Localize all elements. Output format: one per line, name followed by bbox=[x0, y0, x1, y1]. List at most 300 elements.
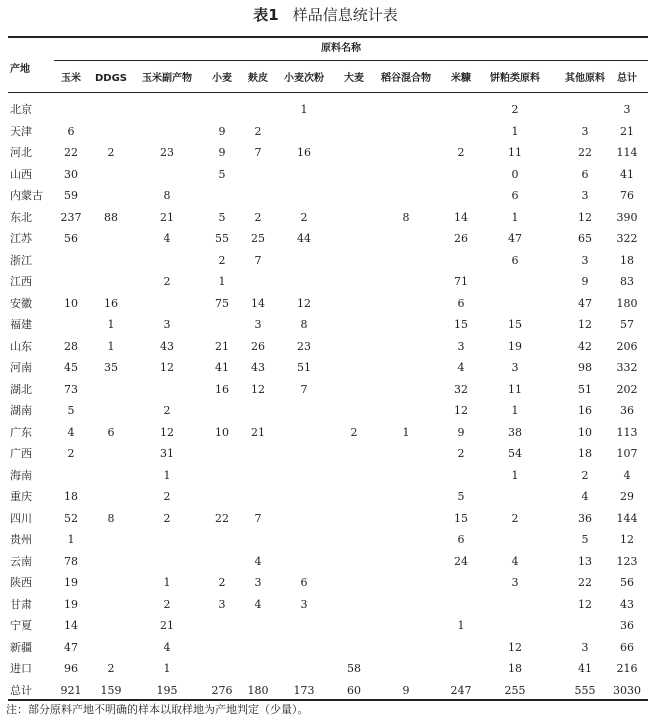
row-region: 四川 bbox=[10, 511, 32, 525]
table-cell bbox=[436, 251, 486, 271]
table-cell bbox=[279, 466, 329, 486]
table-cell bbox=[381, 487, 431, 507]
table-cell: 5 bbox=[67, 404, 75, 417]
table-cell: 3030 bbox=[613, 683, 641, 697]
table-cell bbox=[329, 143, 379, 163]
table-cell: 32 bbox=[454, 382, 468, 396]
table-cell bbox=[279, 530, 329, 550]
table-cell: 12 bbox=[251, 382, 265, 396]
table-cell: 3 bbox=[581, 253, 589, 267]
table-cell: 47 bbox=[578, 296, 592, 310]
table-cell: 113 bbox=[616, 425, 638, 439]
table-cell: 16 bbox=[578, 404, 592, 417]
column-header: 其他原料 bbox=[565, 73, 605, 84]
table-cell: 2 bbox=[163, 490, 171, 503]
table-cell: 1 bbox=[107, 318, 115, 331]
table-cell: 66 bbox=[620, 640, 634, 654]
row-region: 河南 bbox=[10, 361, 32, 374]
table-cell bbox=[279, 423, 329, 443]
table-cell bbox=[86, 251, 136, 271]
table-cell: 16 bbox=[104, 296, 118, 310]
table-cell: 2 bbox=[107, 662, 115, 675]
table-cell: 1 bbox=[457, 619, 465, 632]
table-cell bbox=[329, 186, 379, 206]
table-cell bbox=[329, 573, 379, 593]
column-header: 大麦 bbox=[344, 73, 364, 84]
table-cell: 1 bbox=[163, 662, 171, 675]
table-cell bbox=[279, 186, 329, 206]
table-cell: 7 bbox=[254, 511, 262, 525]
row-region: 甘肃 bbox=[10, 597, 32, 611]
table-cell: 5 bbox=[218, 210, 226, 224]
row-region: 陕西 bbox=[10, 576, 32, 589]
row-region: 进口 bbox=[10, 662, 32, 675]
table-cell bbox=[381, 616, 431, 636]
table-cell: 123 bbox=[616, 554, 638, 568]
region-header: 产地 bbox=[10, 64, 30, 75]
table-cell: 1 bbox=[163, 576, 171, 589]
table-cell bbox=[329, 487, 379, 507]
table-cell bbox=[381, 294, 431, 314]
table-cell: 2 bbox=[511, 103, 519, 116]
table-cell: 7 bbox=[254, 146, 262, 159]
table-cell: 3 bbox=[254, 576, 262, 589]
table-cell bbox=[329, 122, 379, 142]
table-cell: 51 bbox=[578, 382, 592, 396]
table-cell: 57 bbox=[620, 318, 634, 331]
table-cell: 195 bbox=[156, 683, 178, 697]
table-cell bbox=[381, 659, 431, 679]
table-cell: 16 bbox=[297, 146, 311, 159]
table-cell: 41 bbox=[578, 662, 592, 675]
row-region: 总计 bbox=[10, 683, 32, 697]
table-cell bbox=[86, 487, 136, 507]
table-cell bbox=[329, 165, 379, 185]
table-cell bbox=[233, 487, 283, 507]
table-number: 表1 bbox=[253, 6, 279, 24]
column-header: 总计 bbox=[617, 73, 637, 84]
table-cell: 43 bbox=[620, 597, 634, 611]
table-cell: 3 bbox=[300, 597, 308, 611]
table-cell bbox=[381, 401, 431, 421]
table-cell: 36 bbox=[578, 511, 592, 525]
row-region: 内蒙古 bbox=[10, 189, 43, 202]
table-cell: 9 bbox=[218, 146, 226, 159]
table-cell: 45 bbox=[64, 361, 78, 374]
table-cell bbox=[279, 552, 329, 572]
table-cell bbox=[233, 530, 283, 550]
table-cell: 98 bbox=[578, 361, 592, 374]
table-cell: 22 bbox=[578, 576, 592, 589]
table-cell bbox=[490, 530, 540, 550]
table-cell bbox=[233, 100, 283, 120]
table-cell: 26 bbox=[454, 232, 468, 245]
table-cell bbox=[436, 186, 486, 206]
row-region: 湖北 bbox=[10, 382, 32, 396]
table-cell bbox=[86, 380, 136, 400]
table-cell: 14 bbox=[251, 296, 265, 310]
table-cell: 22 bbox=[578, 146, 592, 159]
table-cell: 71 bbox=[454, 275, 468, 288]
table-cell bbox=[329, 509, 379, 529]
table-cell: 247 bbox=[450, 683, 472, 697]
table-cell: 0 bbox=[511, 167, 519, 181]
table-cell bbox=[436, 122, 486, 142]
table-cell bbox=[381, 444, 431, 464]
table-cell: 35 bbox=[104, 361, 118, 374]
table-cell bbox=[86, 165, 136, 185]
table-cell bbox=[329, 337, 379, 357]
column-header: 稻谷混合物 bbox=[381, 73, 431, 84]
table-cell bbox=[279, 487, 329, 507]
table-cell: 51 bbox=[297, 361, 311, 374]
table-cell bbox=[381, 229, 431, 249]
table-cell: 15 bbox=[454, 318, 468, 331]
table-cell: 1 bbox=[300, 103, 308, 116]
table-cell: 4 bbox=[581, 490, 589, 503]
table-cell: 6 bbox=[107, 425, 115, 439]
table-cell bbox=[329, 616, 379, 636]
table-cell: 9 bbox=[218, 124, 226, 138]
table-cell: 41 bbox=[215, 361, 229, 374]
table-cell bbox=[329, 401, 379, 421]
table-cell: 31 bbox=[160, 447, 174, 460]
table-cell: 6 bbox=[581, 167, 589, 181]
table-cell bbox=[329, 229, 379, 249]
row-region: 北京 bbox=[10, 103, 32, 116]
table-cell bbox=[490, 616, 540, 636]
table-cell bbox=[233, 616, 283, 636]
table-cell bbox=[279, 509, 329, 529]
table-cell: 30 bbox=[64, 167, 78, 181]
table-cell: 19 bbox=[508, 339, 522, 353]
table-cell: 8 bbox=[300, 318, 308, 331]
table-cell bbox=[142, 294, 192, 314]
table-cell: 3 bbox=[254, 318, 262, 331]
table-cell: 15 bbox=[508, 318, 522, 331]
table-cell bbox=[142, 100, 192, 120]
row-region: 江苏 bbox=[10, 232, 32, 245]
table-cell: 21 bbox=[160, 619, 174, 632]
table-cell: 3 bbox=[581, 124, 589, 138]
table-cell bbox=[86, 616, 136, 636]
table-cell: 18 bbox=[620, 253, 634, 267]
table-cell bbox=[233, 272, 283, 292]
table-cell: 21 bbox=[215, 339, 229, 353]
table-cell: 2 bbox=[218, 253, 226, 267]
table-cell: 29 bbox=[620, 490, 634, 503]
table-cell bbox=[279, 616, 329, 636]
column-header: DDGS bbox=[94, 73, 127, 84]
table-cell bbox=[381, 122, 431, 142]
table-cell: 1 bbox=[402, 425, 410, 439]
table-cell: 28 bbox=[64, 339, 78, 353]
table-cell: 255 bbox=[504, 683, 526, 697]
table-cell bbox=[233, 444, 283, 464]
table-cell: 206 bbox=[616, 339, 638, 353]
table-cell: 19 bbox=[64, 576, 78, 589]
table-cell: 36 bbox=[620, 404, 634, 417]
table-cell: 1 bbox=[511, 404, 519, 417]
table-cell: 144 bbox=[616, 511, 638, 525]
table-cell bbox=[329, 272, 379, 292]
table-cell: 2 bbox=[218, 576, 226, 589]
table-cell bbox=[329, 530, 379, 550]
table-cell: 16 bbox=[215, 382, 229, 396]
table-cell bbox=[142, 122, 192, 142]
table-cell bbox=[381, 509, 431, 529]
table-cell: 4 bbox=[457, 361, 465, 374]
table-cell bbox=[381, 573, 431, 593]
table-cell: 47 bbox=[508, 232, 522, 245]
table-cell: 1 bbox=[218, 275, 226, 288]
table-cell: 73 bbox=[64, 382, 78, 396]
table-cell: 56 bbox=[620, 576, 634, 589]
table-cell: 2 bbox=[457, 447, 465, 460]
table-cell bbox=[381, 530, 431, 550]
table-cell: 2 bbox=[107, 146, 115, 159]
table-cell: 15 bbox=[454, 511, 468, 525]
table-cell: 6 bbox=[457, 296, 465, 310]
table-cell: 3 bbox=[457, 339, 465, 353]
table-cell: 1 bbox=[511, 124, 519, 138]
table-cell: 18 bbox=[508, 662, 522, 675]
table-cell: 5 bbox=[581, 533, 589, 546]
table-cell: 23 bbox=[160, 146, 174, 159]
table-cell bbox=[233, 165, 283, 185]
row-region: 山东 bbox=[10, 339, 32, 353]
column-header: 小麦 bbox=[212, 73, 232, 84]
table-cell: 216 bbox=[616, 662, 638, 675]
table-cell: 56 bbox=[64, 232, 78, 245]
table-cell: 55 bbox=[215, 232, 229, 245]
table-cell bbox=[329, 466, 379, 486]
row-region: 山西 bbox=[10, 167, 32, 181]
table-cell: 2 bbox=[581, 468, 589, 482]
table-cell bbox=[329, 358, 379, 378]
table-cell: 180 bbox=[247, 683, 269, 697]
row-region: 河北 bbox=[10, 146, 32, 159]
table-cell: 59 bbox=[64, 189, 78, 202]
table-cell: 22 bbox=[215, 511, 229, 525]
table-cell bbox=[279, 272, 329, 292]
table-cell: 1 bbox=[511, 468, 519, 482]
table-cell bbox=[381, 272, 431, 292]
table-cell: 96 bbox=[64, 662, 78, 675]
table-cell bbox=[279, 122, 329, 142]
table-cell: 36 bbox=[620, 619, 634, 632]
table-cell: 21 bbox=[251, 425, 265, 439]
table-cell bbox=[233, 466, 283, 486]
table-cell bbox=[381, 380, 431, 400]
table-cell: 2 bbox=[511, 511, 519, 525]
table-cell bbox=[381, 466, 431, 486]
table-cell: 2 bbox=[254, 210, 262, 224]
table-cell bbox=[86, 272, 136, 292]
table-cell bbox=[381, 552, 431, 572]
table-cell: 2 bbox=[163, 275, 171, 288]
table-cell: 4 bbox=[254, 554, 262, 568]
table-cell bbox=[381, 100, 431, 120]
table-cell: 44 bbox=[297, 232, 311, 245]
table-cell: 3 bbox=[581, 189, 589, 202]
table-cell bbox=[436, 638, 486, 658]
table-cell: 159 bbox=[100, 683, 122, 697]
table-cell: 7 bbox=[254, 253, 262, 267]
table-cell bbox=[329, 595, 379, 615]
table-cell bbox=[279, 251, 329, 271]
column-header: 小麦次粉 bbox=[284, 73, 324, 84]
row-region: 重庆 bbox=[10, 490, 32, 503]
table-cell: 8 bbox=[107, 511, 115, 525]
table-cell: 2 bbox=[457, 146, 465, 159]
table-cell bbox=[381, 358, 431, 378]
table-cell bbox=[436, 595, 486, 615]
table-cell bbox=[279, 638, 329, 658]
table-cell bbox=[381, 186, 431, 206]
table-title-text: 样品信息统计表 bbox=[292, 6, 398, 24]
table-cell: 60 bbox=[347, 683, 361, 697]
table-cell bbox=[233, 401, 283, 421]
table-cell: 173 bbox=[293, 683, 315, 697]
table-cell bbox=[86, 530, 136, 550]
table-cell: 43 bbox=[160, 339, 174, 353]
table-cell bbox=[436, 659, 486, 679]
table-cell bbox=[142, 530, 192, 550]
table-cell bbox=[86, 466, 136, 486]
table-cell: 9 bbox=[457, 425, 465, 439]
table-cell bbox=[233, 638, 283, 658]
table-cell: 2 bbox=[254, 124, 262, 138]
group-rule bbox=[54, 60, 648, 61]
table-cell: 4 bbox=[254, 597, 262, 611]
table-cell bbox=[490, 487, 540, 507]
table-cell: 276 bbox=[211, 683, 233, 697]
table-cell bbox=[86, 573, 136, 593]
table-cell bbox=[381, 143, 431, 163]
group-header: 原料名称 bbox=[321, 43, 361, 54]
row-region: 福建 bbox=[10, 318, 32, 331]
table-cell: 54 bbox=[508, 447, 522, 460]
table-cell bbox=[490, 294, 540, 314]
table-cell bbox=[329, 638, 379, 658]
table-cell: 76 bbox=[620, 189, 634, 202]
table-cell: 2 bbox=[163, 404, 171, 417]
table-cell: 7 bbox=[300, 382, 308, 396]
table-cell bbox=[436, 466, 486, 486]
table-cell: 22 bbox=[64, 146, 78, 159]
table-cell: 12 bbox=[297, 296, 311, 310]
table-cell: 10 bbox=[215, 425, 229, 439]
table-cell: 14 bbox=[64, 619, 78, 632]
table-cell: 6 bbox=[300, 576, 308, 589]
table-cell bbox=[436, 100, 486, 120]
top-rule bbox=[8, 36, 648, 38]
table-cell bbox=[436, 165, 486, 185]
table-cell: 12 bbox=[578, 210, 592, 224]
table-cell: 13 bbox=[578, 554, 592, 568]
table-cell bbox=[436, 573, 486, 593]
table-cell: 26 bbox=[251, 339, 265, 353]
table-cell: 555 bbox=[574, 683, 596, 697]
table-cell bbox=[329, 552, 379, 572]
table-cell: 12 bbox=[508, 640, 522, 654]
row-region: 宁夏 bbox=[10, 619, 32, 632]
table-cell bbox=[86, 401, 136, 421]
table-cell: 4 bbox=[163, 640, 171, 654]
table-cell bbox=[86, 100, 136, 120]
table-cell: 9 bbox=[402, 683, 410, 697]
table-cell: 237 bbox=[60, 210, 82, 224]
table-cell bbox=[490, 272, 540, 292]
table-cell bbox=[381, 595, 431, 615]
table-cell: 2 bbox=[350, 425, 358, 439]
table-cell bbox=[233, 659, 283, 679]
table-cell: 8 bbox=[402, 210, 410, 224]
table-cell: 6 bbox=[457, 533, 465, 546]
table-cell: 18 bbox=[64, 490, 78, 503]
table-cell: 4 bbox=[511, 554, 519, 568]
table-cell: 38 bbox=[508, 425, 522, 439]
table-cell bbox=[86, 595, 136, 615]
table-cell bbox=[86, 229, 136, 249]
table-cell: 11 bbox=[508, 146, 522, 159]
table-cell bbox=[329, 315, 379, 335]
table-cell bbox=[86, 638, 136, 658]
table-cell: 4 bbox=[67, 425, 75, 439]
table-cell bbox=[329, 444, 379, 464]
column-header: 米糠 bbox=[451, 73, 471, 84]
header-rule bbox=[8, 92, 648, 93]
table-cell: 14 bbox=[454, 210, 468, 224]
row-region: 江西 bbox=[10, 275, 32, 288]
table-cell: 43 bbox=[251, 361, 265, 374]
table-cell: 8 bbox=[163, 189, 171, 202]
table-cell: 6 bbox=[511, 253, 519, 267]
column-header: 饼粕类原料 bbox=[490, 73, 540, 84]
table-cell bbox=[490, 595, 540, 615]
table-cell bbox=[381, 251, 431, 271]
row-region: 新疆 bbox=[10, 640, 32, 654]
table-cell: 921 bbox=[60, 683, 82, 697]
table-cell bbox=[86, 552, 136, 572]
table-cell: 4 bbox=[163, 232, 171, 245]
table-cell: 65 bbox=[578, 232, 592, 245]
table-cell: 23 bbox=[297, 339, 311, 353]
row-region: 海南 bbox=[10, 468, 32, 482]
row-region: 广西 bbox=[10, 447, 32, 460]
table-cell bbox=[329, 294, 379, 314]
table-cell: 18 bbox=[578, 447, 592, 460]
row-region: 广东 bbox=[10, 425, 32, 439]
table-cell: 58 bbox=[347, 662, 361, 675]
column-header: 玉米副产物 bbox=[142, 73, 192, 84]
table-cell bbox=[279, 659, 329, 679]
table-title bbox=[0, 4, 651, 26]
row-region: 湖南 bbox=[10, 404, 32, 417]
row-region: 贵州 bbox=[10, 533, 32, 546]
table-cell: 5 bbox=[457, 490, 465, 503]
table-cell: 2 bbox=[67, 447, 75, 460]
table-cell: 2 bbox=[300, 210, 308, 224]
table-cell bbox=[329, 100, 379, 120]
table-cell bbox=[381, 315, 431, 335]
column-header: 麸皮 bbox=[248, 73, 268, 84]
table-cell: 3 bbox=[163, 318, 171, 331]
table-cell bbox=[86, 122, 136, 142]
row-region: 东北 bbox=[10, 210, 32, 224]
table-cell: 180 bbox=[616, 296, 638, 310]
